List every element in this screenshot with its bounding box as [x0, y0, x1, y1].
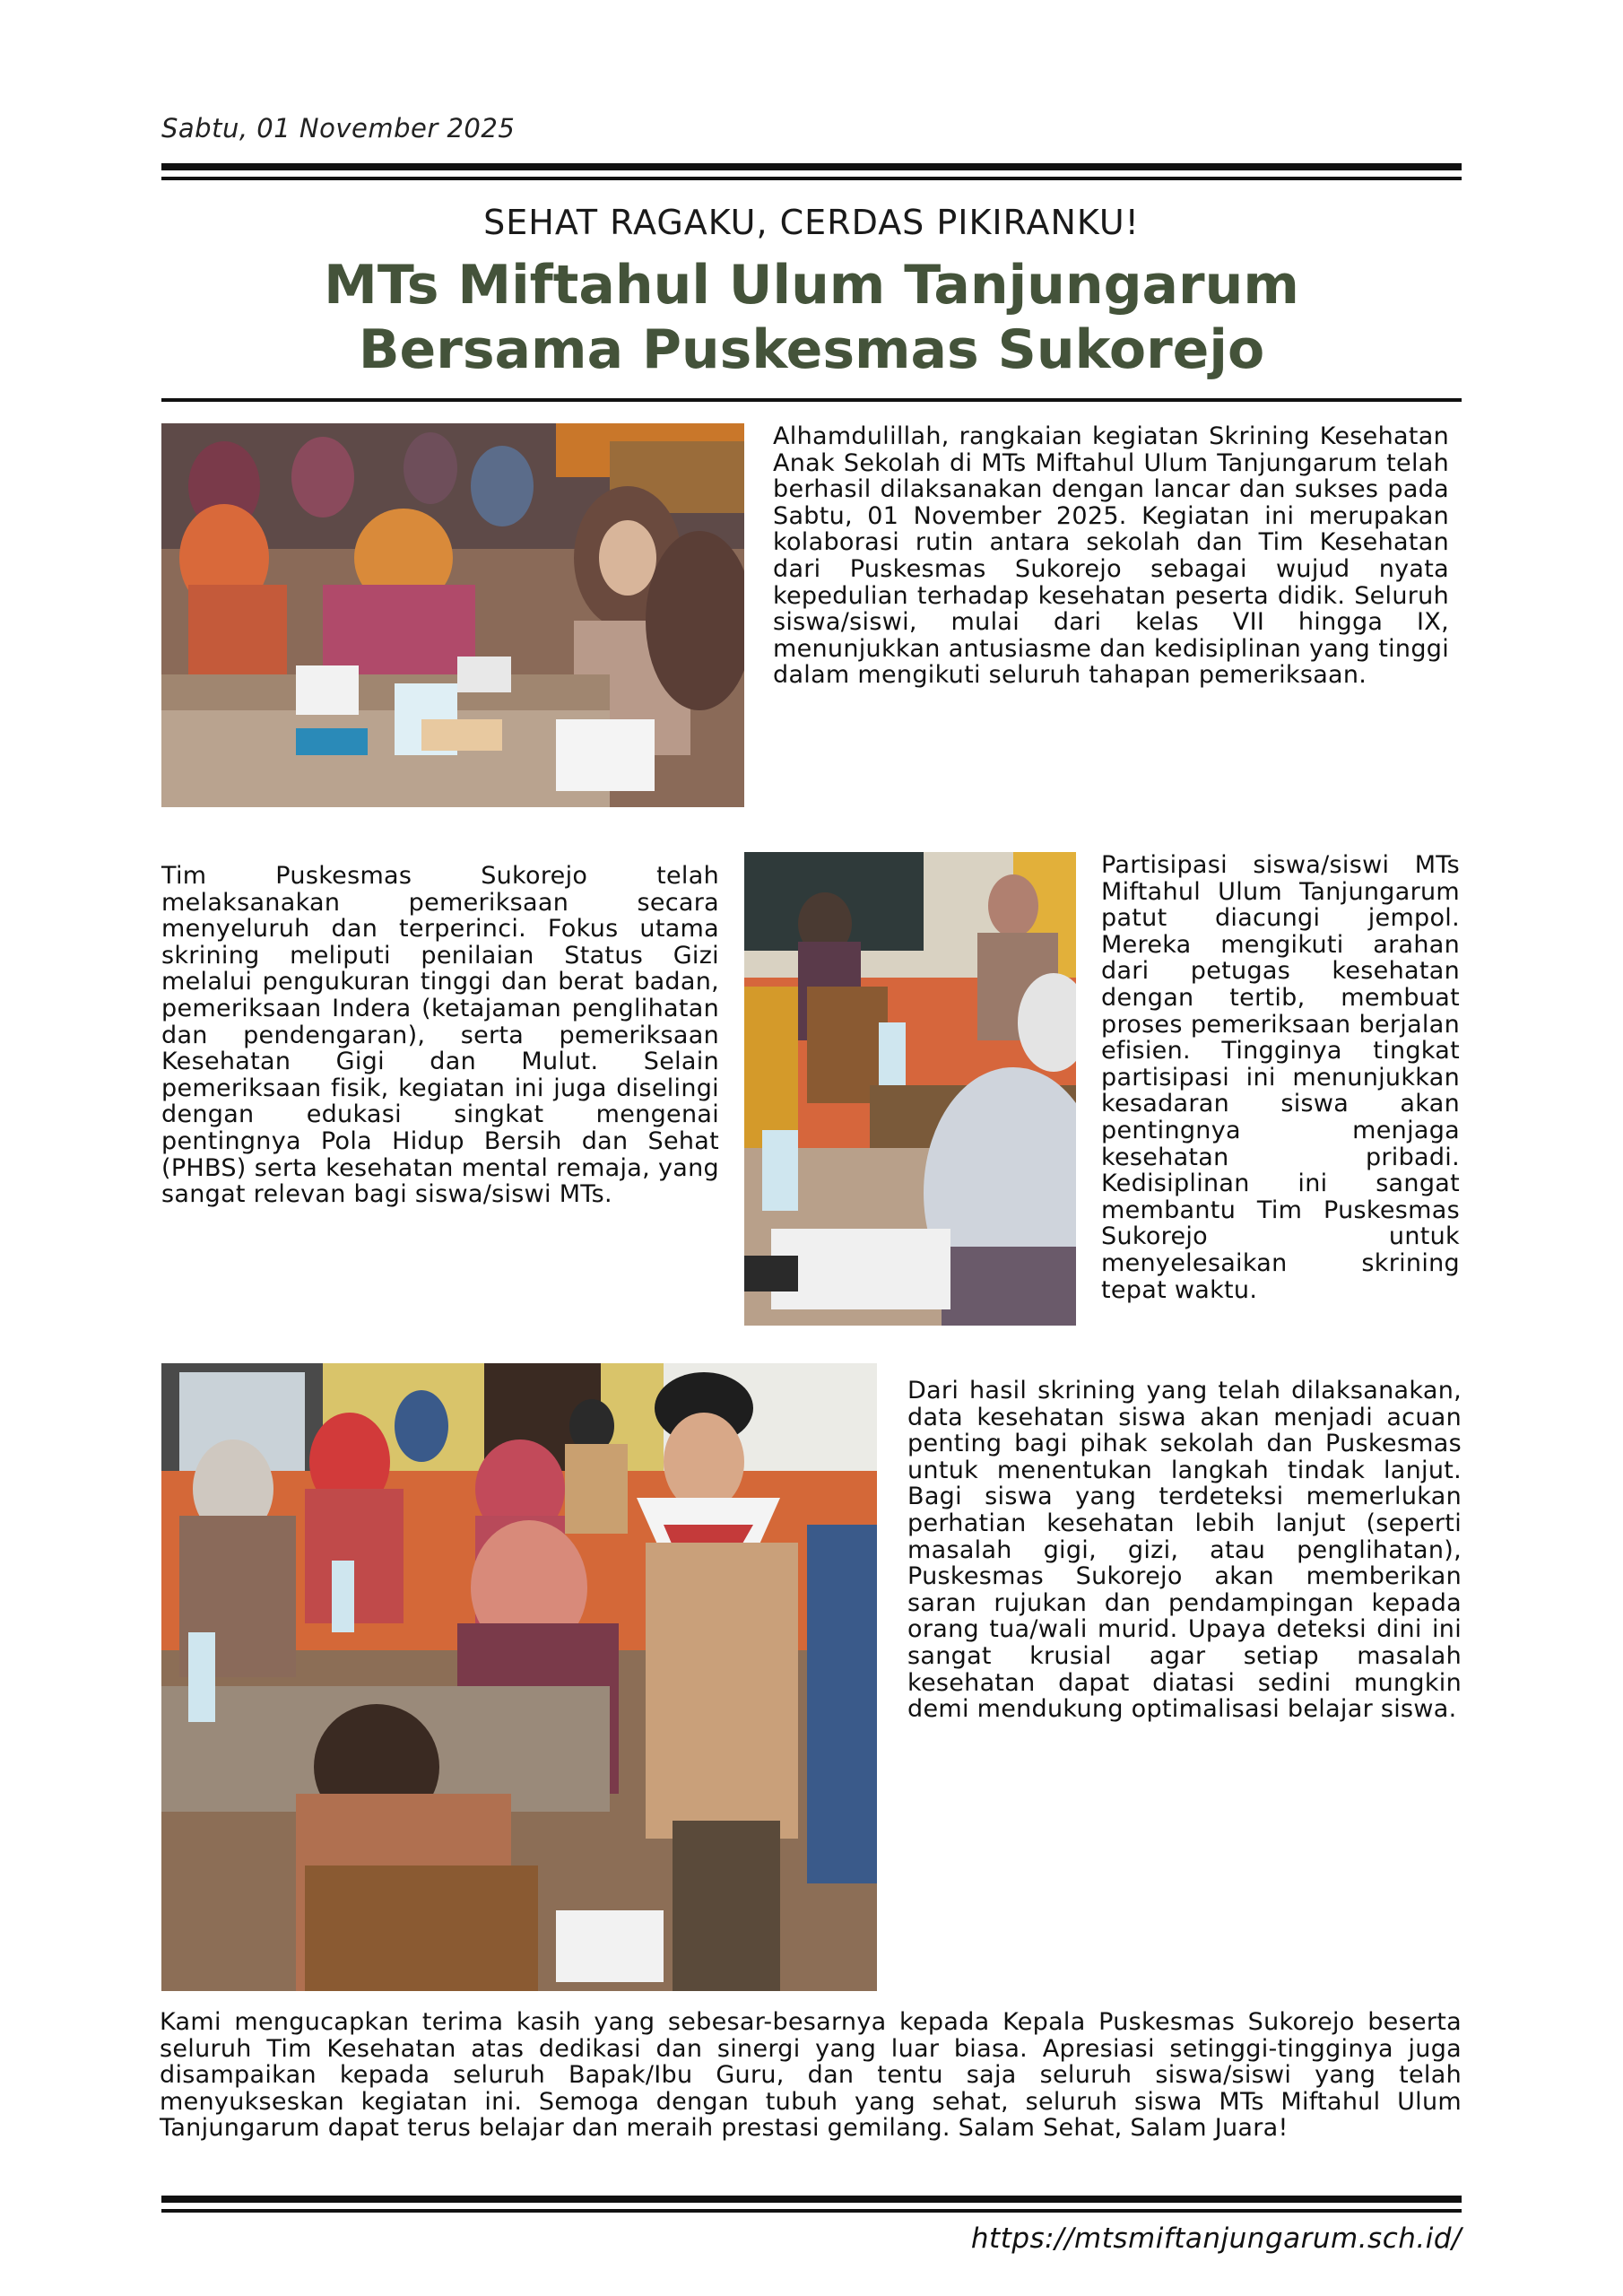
title-divider: [161, 398, 1462, 402]
footer-divider: [161, 2196, 1462, 2213]
headline-line-1: MTs Miftahul Ulum Tanjungarum: [324, 254, 1299, 317]
header-divider: [161, 163, 1462, 180]
article-paragraph-4: Dari hasil skrining yang telah dilaksanakan, data kesehatan siswa akan menjadi acuan penting bagi pihak sekolah dan Puskesmas untuk menentukan langkah tindak lanjut. Bagi siswa yang terdeteksi memerlukan perhatian kesehatan lebih lanjut (seperti masalah gigi, gizi, atau penglihatan), Puskesmas Sukorejo akan memberikan saran rujukan dan pendampingan kepada orang tua/wali murid. Upaya deteksi dini ini sangat krusial agar setiap masalah kesehatan dapat diatasi sedini mungkin demi mendukung optimalisasi belajar siswa.: [907, 1377, 1462, 1724]
article-paragraph-5: Kami mengucapkan terima kasih yang sebesar-besarnya kepada Kepala Puskesmas Sukorejo beserta seluruh Tim Kesehatan atas dedikasi dan sinergi yang luar biasa. Apresiasi setinggi-tingginya juga disampaikan kepada seluruh Bapak/Ibu Guru, dan tentu saja seluruh siswa/siswi yang telah menyukseskan kegiatan ini. Semoga dengan tubuh yang sehat, seluruh siswa MTs Miftahul Ulum Tanjungarum dapat terus belajar dan meraih prestasi gemilang. Salam Sehat, Salam Juara!: [160, 2008, 1462, 2143]
photo-student-writing: [744, 852, 1076, 1326]
website-link[interactable]: https://mtsmiftanjungarum.sch.id/: [970, 2222, 1462, 2255]
photo-screening-desk: [161, 423, 744, 807]
article-paragraph-1: Alhamdulillah, rangkaian kegiatan Skrining Kesehatan Anak Sekolah di MTs Miftahul Ulum Tanjungarum telah berhasil dilaksanakan dengan lancar dan sukses pada Sabtu, 01 November 2025. Kegiatan ini merupakan kolaborasi rutin antara sekolah dan Tim Kesehatan dari Puskesmas Sukorejo sebagai wujud nyata kepedulian terhadap kesehatan peserta didik. Seluruh siswa/siswi, mulai dari kelas VII hingga IX, menunjukkan antusiasme dan kedisiplinan yang tinggi dalam mengikuti seluruh tahapan pemeriksaan.: [773, 422, 1449, 690]
article-paragraph-3: Partisipasi siswa/siswi MTs Miftahul Ulum Tanjungarum patut diacungi jempol. Mereka mengikuti arahan dari petugas kesehatan dengan tertib, membuat proses pemeriksaan berjalan efisien. Tingginya tingkat partisipasi ini menunjukkan kesadaran siswa akan pentingnya menjaga kesehatan pribadi. Kedisiplinan ini sangat membantu Tim Puskesmas Sukorejo untuk menyelesaikan skrining tepat waktu.: [1101, 851, 1460, 1304]
headline: [161, 253, 1462, 382]
photo-scout-screening: [161, 1363, 877, 1991]
kicker-title: SEHAT RAGAKU, CERDAS PIKIRANKU!: [483, 203, 1140, 242]
headline-line-2: Bersama Puskesmas Sukorejo: [358, 318, 1265, 381]
publication-date: Sabtu, 01 November 2025: [161, 113, 516, 144]
article-paragraph-2: Tim Puskesmas Sukorejo telah melaksanakan pemeriksaan secara menyeluruh dan terperinci. Fokus utama skrining meliputi penilaian Status Gizi melalui pengukuran tinggi dan berat badan, pemeriksaan Indera (ketajaman penglihatan dan pendengaran), serta pemeriksaan Kesehatan Gigi dan Mulut. Selain pemeriksaan fisik, kegiatan ini juga diselingi dengan edukasi singkat mengenai pentingnya Pola Hidup Bersih dan Sehat (PHBS) serta kesehatan mental remaja, yang sangat relevan bagi siswa/siswi MTs.: [161, 862, 719, 1209]
